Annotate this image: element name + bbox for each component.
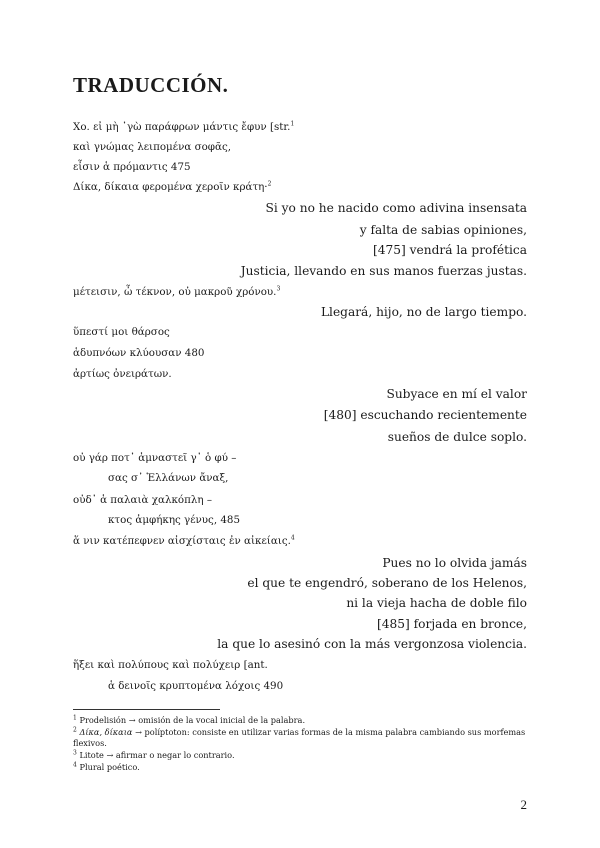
page-title: TRADUCCIÓN.	[73, 73, 229, 97]
spanish-line: la que lo asesinó con la más vergonzosa violencia.	[217, 637, 527, 651]
footnote: $^2$ Δίκα, δίκαια → políptoton: consiste en utilizar varias formas de la misma palabra cambiando sus morfemas flexivos.	[73, 726, 526, 748]
spanish-line: Pues no lo olvida jamás	[382, 556, 527, 570]
greek-line: μέτεισιν, ὦ τέκνον, οὐ μακροῦ χρόνου.$^3$	[73, 285, 281, 298]
greek-line: ἁ δεινοῖς κρυπτομένα λόχοις 490	[108, 680, 284, 692]
greek-line: καὶ γνώμας λειπομένα σοφᾶς,	[73, 141, 232, 153]
greek-line: οὐδ᾽ ἁ παλαιὰ χαλκόπλη –	[73, 494, 213, 506]
spanish-line: Justicia, llevando en sus manos fuerzas justas.	[240, 264, 527, 278]
greek-line: Δίκα, δίκαια φερομένα χεροῖν κράτη·$^2$	[73, 180, 272, 193]
greek-line: ἥξει καὶ πολύπους καὶ πολύχειρ [ant.	[73, 659, 268, 671]
spanish-line: Si yo no he nacido como adivina insensata	[265, 201, 527, 215]
footnote: $^3$ Litote → afirmar o negar lo contrario.	[73, 749, 235, 760]
spanish-line: Llegará, hijo, no de largo tiempo.	[320, 305, 527, 319]
spanish-line: ni la vieja hacha de doble filo	[346, 596, 527, 610]
footnote-ref: 3	[276, 285, 281, 293]
page-number: 2	[520, 797, 527, 812]
spanish-line: y falta de sabias opiniones,	[359, 223, 527, 237]
spanish-line: el que te engendró, soberano de los Helenos,	[247, 576, 527, 590]
spanish-line: [475] vendrá la profética	[373, 243, 527, 257]
spanish-line: [485] forjada en bronce,	[377, 617, 527, 631]
greek-line: ἁδυπνόων κλύουσαν 480	[73, 347, 205, 359]
greek-line: ἀρτίως ὀνειράτων.	[73, 368, 172, 380]
spanish-line: sueños de dulce soplo.	[387, 430, 527, 444]
spanish-line: [480] escuchando recientemente	[323, 408, 527, 422]
footnote: $^1$ Prodelisión → omisión de la vocal inicial de la palabra.	[73, 714, 306, 725]
footnote-ref: 4	[290, 534, 295, 542]
greek-line: εἶσιν ἁ πρόμαντις 475	[73, 161, 191, 173]
greek-line: οὐ γάρ ποτ᾽ ἀμναστεῖ γ᾽ ὁ φύ –	[73, 452, 237, 464]
footnote-ref: 1	[290, 120, 295, 128]
greek-line: Χο. εἰ μὴ ᾿γὼ παράφρων μάντις ἔφυν [str.$^1$	[73, 120, 295, 133]
footnote-separator	[73, 709, 220, 710]
footnote: $^4$ Plural poético.	[73, 761, 140, 772]
greek-line: σας σ᾽ Ἑλλάνων ἄναξ,	[108, 472, 229, 484]
greek-line: ὕπεστί μοι θάρσος	[73, 326, 170, 338]
footnote-ref: 2	[267, 180, 272, 188]
spanish-line: Subyace en mí el valor	[386, 387, 527, 401]
greek-line: κτος ἀμφήκης γένυς, 485	[108, 514, 241, 526]
greek-line: ἅ νιν κατέπεφνεν αἰσχίσταις ἐν αἰκείαις.$^4$	[73, 534, 295, 547]
